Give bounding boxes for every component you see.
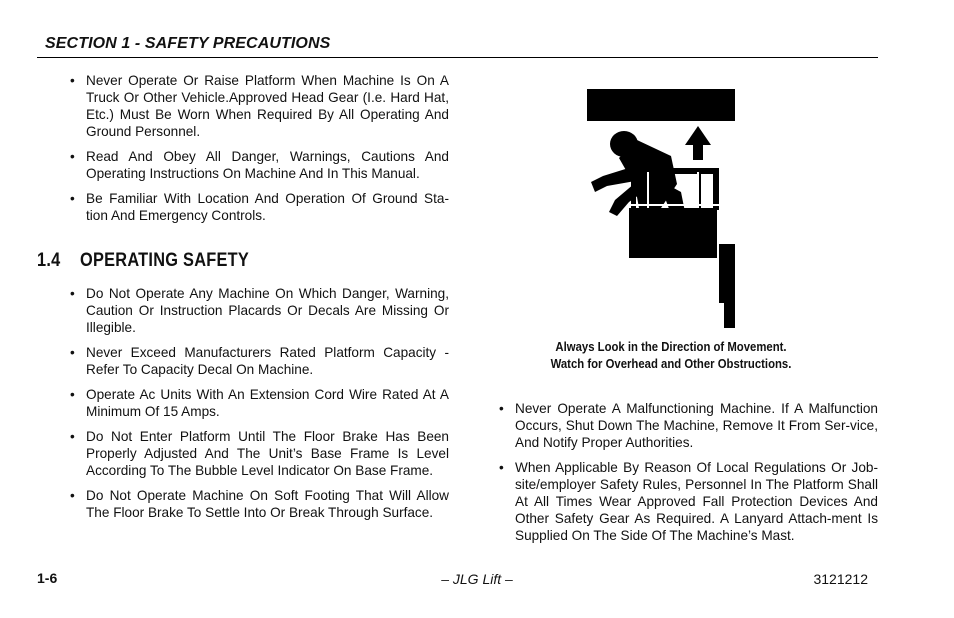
right-bullet-list — [497, 400, 878, 544]
bullet-item: • Never Operate Or Raise Platform When Machine Is On A Truck Or Other Vehicle.Approved Head Gear (I.e. Hard Hat, Etc.) Must Be Worn When Required By All Operating And Ground Personnel. — [68, 72, 449, 140]
bullet-item: • Never Operate A Malfunctioning Machine. If A Malfunction Occurs, Shut Down The Machine, Remove It From Ser-vice, And Notify Proper Authorities. — [497, 400, 878, 451]
page-number: 1-6 — [37, 570, 58, 586]
illustration-caption — [550, 339, 793, 373]
section-heading — [37, 250, 249, 272]
section-header: SECTION 1 - SAFETY PRECAUTIONS — [45, 35, 331, 52]
bullet-item: • Do Not Enter Platform Until The Floor Brake Has Been Properly Adjusted And The Unit’s Base Frame Is Level According To The Bubble Level Indicator On Base Frame. — [68, 428, 449, 479]
caption-line-2: Watch for Overhead and Other Obstructions. — [550, 357, 792, 371]
header-rule — [37, 57, 878, 58]
heading-number: 1.4 — [37, 250, 61, 271]
doc-title: – JLG Lift – — [441, 571, 513, 587]
platform-base — [629, 208, 717, 258]
overhead-beam — [587, 89, 735, 121]
bullet-item: • Do Not Operate Machine On Soft Footing That Will Allow The Floor Brake To Settle Into Or Break Through Surface. — [68, 487, 449, 521]
left-top-column — [68, 72, 449, 232]
up-arrow-icon — [685, 126, 711, 160]
bullet-item: • Do Not Operate Any Machine On Which Danger, Warning, Caution Or Instruction Placards Or Decals Are Missing Or Illegible. — [68, 285, 449, 336]
right-column — [497, 400, 878, 552]
heading-title: OPERATING SAFETY — [80, 250, 250, 271]
bullet-item: • Read And Obey All Danger, Warnings, Cautions And Operating Instructions On Machine And In This Manual. — [68, 148, 449, 182]
left-top-bullet-list — [68, 72, 449, 224]
left-bottom-column — [68, 285, 449, 529]
caption-line-1: Always Look in the Direction of Movement. — [555, 340, 787, 354]
left-bottom-bullet-list — [68, 285, 449, 521]
overhead-obstruction-icon — [585, 88, 755, 330]
bullet-item: • Operate Ac Units With An Extension Cord Wire Rated At A Minimum Of 15 Amps. — [68, 386, 449, 420]
mast — [719, 244, 735, 328]
worker-figure — [591, 131, 685, 216]
bullet-item: • Be Familiar With Location And Operation Of Ground Sta-tion And Emergency Controls. — [68, 190, 449, 224]
bullet-item: • Never Exceed Manufacturers Rated Platform Capacity - Refer To Capacity Decal On Machine. — [68, 344, 449, 378]
doc-number: 3121212 — [813, 571, 868, 587]
bullet-item: • When Applicable By Reason Of Local Regulations Or Job-site/employer Safety Rules, Personnel In The Platform Shall At All Times Wear Approved Fall Protection Devices And Other Safety Gear As Required. A Lanyard Attach-ment Is Supplied On The Side Of The Machine’s Mast. — [497, 459, 878, 544]
